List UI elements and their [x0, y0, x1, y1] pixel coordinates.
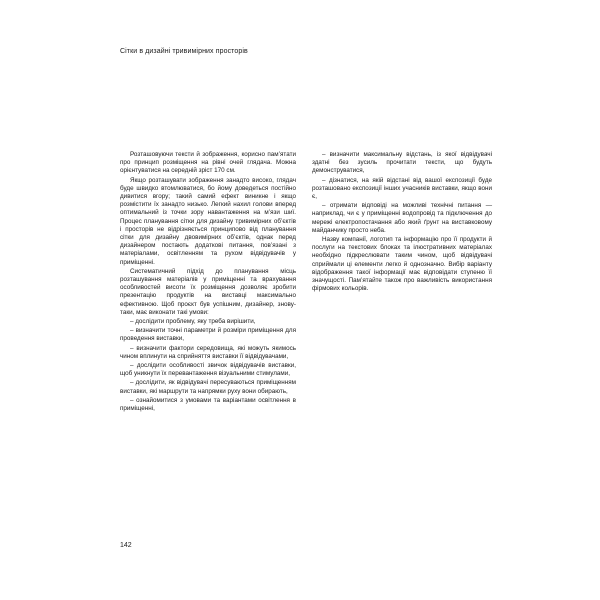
list-item: – дослідити, як відвідувачі пересуваються приміщенням виставки, які маршрути та напрямки руху вони обирають, — [120, 379, 296, 395]
paragraph: Назву компанії, логотип та інформацію про її продукти й послуги на текстових блоках та ілюстративних матеріалах необхідно підкреслювати таким чином, щоб відвідувачі сприймали ці елементи легко й однозначно. Вибір варіанту відображення такої інформації має відповідати ступеню її значущості. Пам’ятайте також про важливість використання фірмових кольорів. — [312, 236, 492, 293]
list-item: – дослідити особливості звичок відвідувачів виставки, щоб уникнути їх перевантаження візуальними стимулами, — [120, 362, 296, 378]
list-item: – дізнатися, на якій відстані від вашої експозиції буде розташовано експозиції інших учасників виставки, якщо вони є, — [312, 176, 492, 201]
list-item: – отримати відповіді на можливі технічні питання — наприклад, чи є у приміщенні водопровід та підключення до мережі електропостачання або який ґрунт на виставковому майданчику просто неба. — [312, 202, 492, 234]
list-item: – ознайомитися з умовами та варіантами освітлення в приміщенні, — [120, 396, 296, 413]
running-head: Сітки в дизайні тривимірних просторів — [120, 48, 248, 55]
list-item: – визначити точні параметри й розміри приміщення для проведення виставки, — [120, 327, 296, 343]
text-column-left — [120, 151, 296, 414]
page-number: 142 — [120, 542, 132, 549]
list-item: – дослідити проблему, яку треба вирішити, — [130, 318, 256, 326]
paragraph: Розташовуючи тексти й зображення, корисно пам’ятати про принцип розміщення на рівні очей глядача. Можна орієнтуватися на середній зріст 170 см. — [120, 151, 296, 175]
text-column-right — [312, 151, 492, 294]
paragraph: Якщо розташувати зображення занадто високо, глядач буде швидко втомлюватися, бо йому доведеться постійно дивитися вгору; такий самий ефект виникне і якщо розмістити їх занадто низько. Легкий нахил голови вперед оптимальний із точки зору навантаження на м’язи шиї. Процес планування сітки для дизайну тривимірних об’єктів і просторів не відрізняється принципово від планування сітки для дизайну двовимірних об’єктів, однак перед дизайнером постають додаткові питання, пов’язані з матеріалами, освітленням та рухом відвідувачів у приміщенні. — [120, 176, 296, 266]
paragraph: Систематичний підхід до планування місць розташування матеріалів у приміщенні та врахування особливостей висоти їх розміщення дозволяє зробити презентацію продуктів на виставці максимально ефективною. Щоб проєкт був успішним, дизайнер, знову-таки, має виконати такі умови: — [120, 267, 296, 316]
list-item: – визначити фактори середовища, які можуть якимось чином вплинути на сприйняття виставки її відвідувачами, — [120, 344, 296, 360]
list-item: – визначити максимальну відстань, із якої відвідувачі здатні без зусиль прочитати тексти, що будуть демонструватися, — [312, 151, 492, 175]
